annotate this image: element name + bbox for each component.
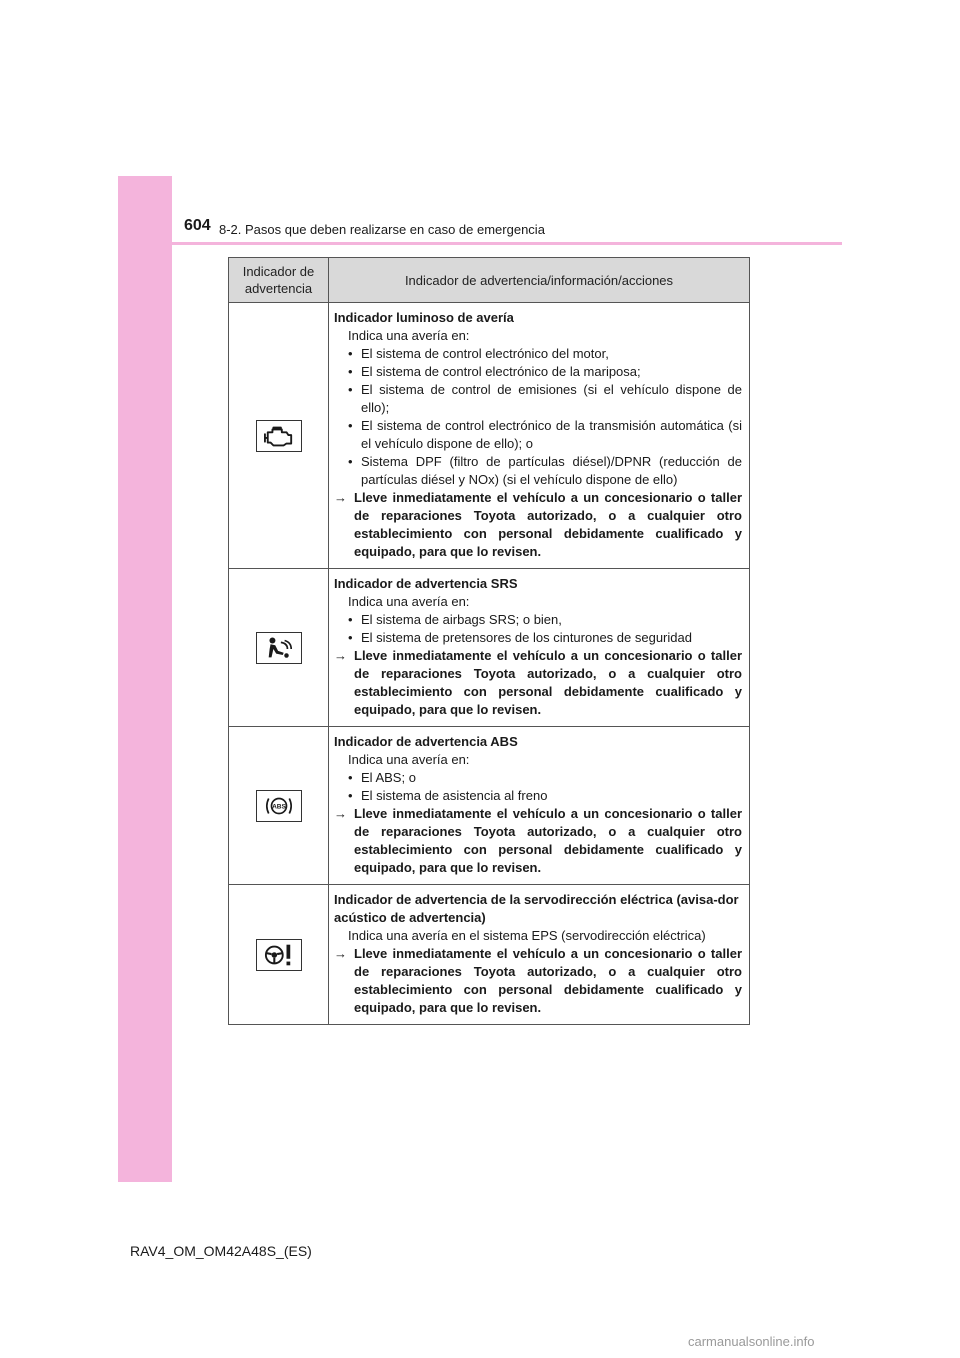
table-row (229, 569, 750, 727)
indicator-title: Indicador de advertencia SRS (334, 576, 518, 591)
arrow-icon: → (334, 806, 347, 821)
list-item: • El sistema de control electrónico del motor, (334, 345, 742, 363)
info-cell (329, 727, 750, 885)
list-item: • El sistema de control electrónico de la transmisión automática (si el vehículo dispone de ello); o (334, 417, 742, 453)
power-steering-warning-icon (256, 939, 302, 971)
arrow-icon: → (334, 946, 347, 961)
table-row (229, 727, 750, 885)
indicator-description: Indica una avería en: (348, 752, 470, 767)
icon-cell (229, 727, 329, 885)
info-cell (329, 885, 750, 1025)
table-header-row (229, 258, 750, 303)
action-text: Lleve inmediatamente el vehículo a un concesionario o taller de reparaciones Toyota autorizado, o a cualquier otro establecimiento con personal debidamente cualificado y equipado, para que lo revisen. (354, 806, 742, 875)
header-rule (118, 242, 842, 245)
list-item: • El sistema de airbags SRS; o bien, (334, 611, 742, 629)
info-cell (329, 569, 750, 727)
icon-cell (229, 303, 329, 569)
action-text: Lleve inmediatamente el vehículo a un concesionario o taller de reparaciones Toyota autorizado, o a cualquier otro establecimiento con personal debidamente cualificado y equipado, para que lo revisen. (354, 946, 742, 1015)
list-item: • El ABS; o (334, 769, 742, 787)
action-instruction (334, 945, 742, 1017)
table-row (229, 885, 750, 1025)
table-row (229, 303, 750, 569)
side-tab-band (118, 176, 172, 1182)
indicator-description: Indica una avería en el sistema EPS (servodirección eléctrica) (348, 928, 706, 943)
column-header-info: Indicador de advertencia/información/acciones (329, 258, 750, 303)
section-title: 8-2. Pasos que deben realizarse en caso de emergencia (219, 222, 545, 237)
indicator-title: Indicador de advertencia de la servodirección eléctrica (avisa-dor acústico de advertencia) (334, 892, 739, 925)
abs-icon (256, 790, 302, 822)
info-cell (329, 303, 750, 569)
action-instruction (334, 489, 742, 561)
column-header-indicator: Indicador de advertencia (229, 258, 329, 303)
abs-icon-label: ABS (271, 802, 286, 810)
watermark: carmanualsonline.info (688, 1334, 815, 1349)
arrow-icon: → (334, 648, 347, 663)
list-item: • Sistema DPF (filtro de partículas diésel)/DPNR (reducción de partículas diésel y NOx) (si el vehículo dispone de ello) (334, 453, 742, 489)
action-text: Lleve inmediatamente el vehículo a un concesionario o taller de reparaciones Toyota autorizado, o a cualquier otro establecimiento con personal debidamente cualificado y equipado, para que lo revisen. (354, 648, 742, 717)
page-number: 604 (184, 217, 211, 234)
warning-indicator-table (228, 257, 750, 1025)
bullet-list (334, 345, 742, 489)
indicator-title: Indicador luminoso de avería (334, 310, 514, 325)
action-instruction (334, 805, 742, 877)
arrow-icon: → (334, 490, 347, 505)
indicator-description: Indica una avería en: (348, 328, 470, 343)
icon-cell (229, 569, 329, 727)
document-code: RAV4_OM_OM42A48S_(ES) (130, 1243, 312, 1259)
list-item: • El sistema de control electrónico de la mariposa; (334, 363, 742, 381)
list-item: • El sistema de pretensores de los cinturones de seguridad (334, 629, 742, 647)
check-engine-icon (256, 420, 302, 452)
indicator-description: Indica una avería en: (348, 594, 470, 609)
list-item: • El sistema de control de emisiones (si el vehículo dispone de ello); (334, 381, 742, 417)
icon-cell (229, 885, 329, 1025)
bullet-list (334, 611, 742, 647)
srs-airbag-icon (256, 632, 302, 664)
list-item: • El sistema de asistencia al freno (334, 787, 742, 805)
indicator-title: Indicador de advertencia ABS (334, 734, 518, 749)
action-text: Lleve inmediatamente el vehículo a un concesionario o taller de reparaciones Toyota autorizado, o a cualquier otro establecimiento con personal debidamente cualificado y equipado, para que lo revisen. (354, 490, 742, 559)
bullet-list (334, 769, 742, 805)
action-instruction (334, 647, 742, 719)
